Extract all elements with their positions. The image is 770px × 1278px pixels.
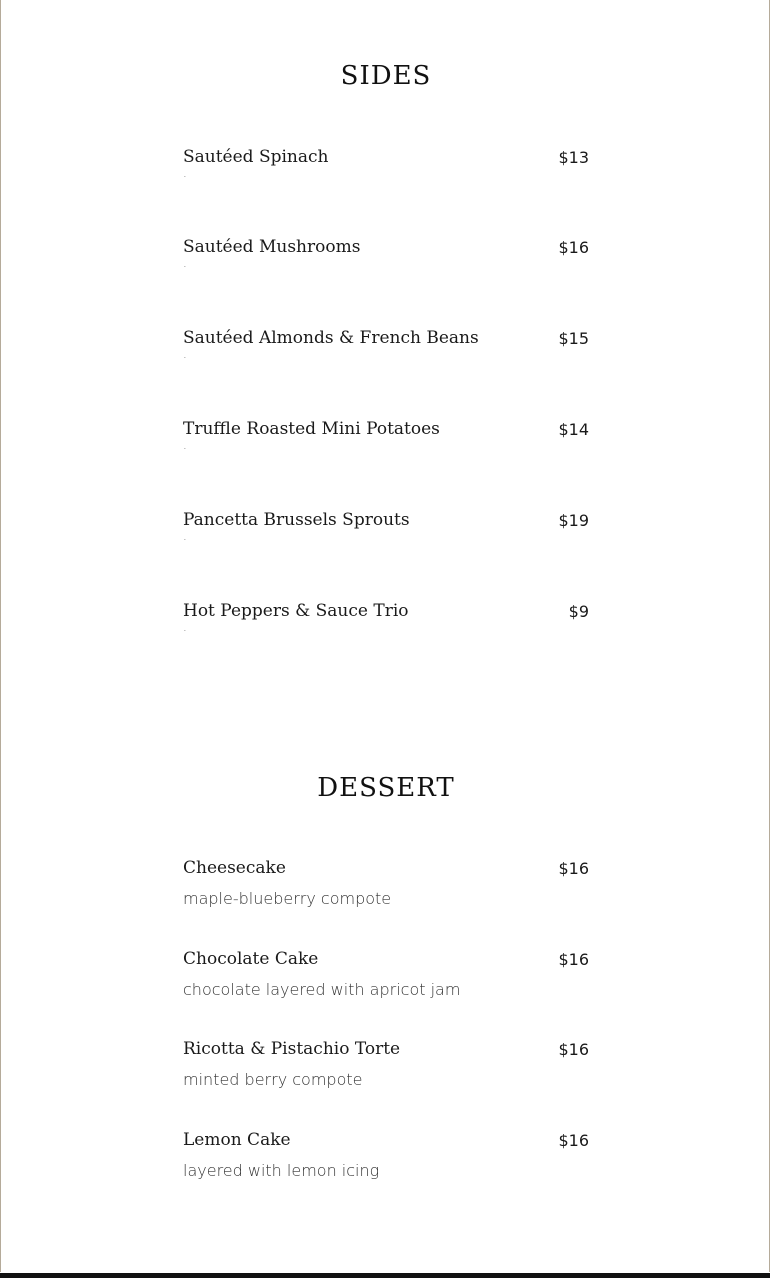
bottom-border-bar	[0, 1273, 770, 1278]
menu-item	[183, 147, 589, 207]
item-name: Lemon Cake	[183, 1130, 291, 1150]
item-description: .	[183, 166, 187, 180]
item-name: Sautéed Spinach	[183, 147, 329, 167]
menu-item	[183, 858, 589, 918]
item-name: Sautéed Almonds & French Beans	[183, 328, 479, 348]
item-description: minted berry compote	[183, 1070, 363, 1089]
item-price: $9	[568, 602, 589, 621]
menu-item	[183, 601, 589, 661]
section-title-dessert: DESSERT	[317, 773, 455, 803]
item-description: .	[183, 256, 187, 270]
item-name: Pancetta Brussels Sprouts	[183, 510, 410, 530]
item-description: .	[183, 347, 187, 361]
item-name: Hot Peppers & Sauce Trio	[183, 601, 409, 621]
item-price: $16	[558, 1040, 589, 1059]
item-name: Truffle Roasted Mini Potatoes	[183, 419, 440, 439]
item-name: Chocolate Cake	[183, 949, 319, 969]
item-description: chocolate layered with apricot jam	[183, 980, 461, 999]
section-title-sides: SIDES	[340, 61, 432, 91]
item-description: .	[183, 620, 187, 634]
menu-item	[183, 1039, 589, 1099]
item-description: .	[183, 438, 187, 452]
item-price: $14	[558, 420, 589, 439]
item-description: layered with lemon icing	[183, 1161, 380, 1180]
item-price: $13	[558, 148, 589, 167]
item-price: $19	[558, 511, 589, 530]
item-price: $15	[558, 329, 589, 348]
item-name: Ricotta & Pistachio Torte	[183, 1039, 401, 1059]
item-price: $16	[558, 859, 589, 878]
menu-item	[183, 419, 589, 479]
item-name: Cheesecake	[183, 858, 286, 878]
item-price: $16	[558, 238, 589, 257]
menu-item	[183, 237, 589, 297]
item-price: $16	[558, 1131, 589, 1150]
menu-item	[183, 510, 589, 570]
item-description: .	[183, 529, 187, 543]
menu-item	[183, 1130, 589, 1190]
menu-item	[183, 949, 589, 1009]
menu-item	[183, 328, 589, 388]
item-price: $16	[558, 950, 589, 969]
item-description: maple-blueberry compote	[183, 889, 392, 908]
item-name: Sautéed Mushrooms	[183, 237, 361, 257]
